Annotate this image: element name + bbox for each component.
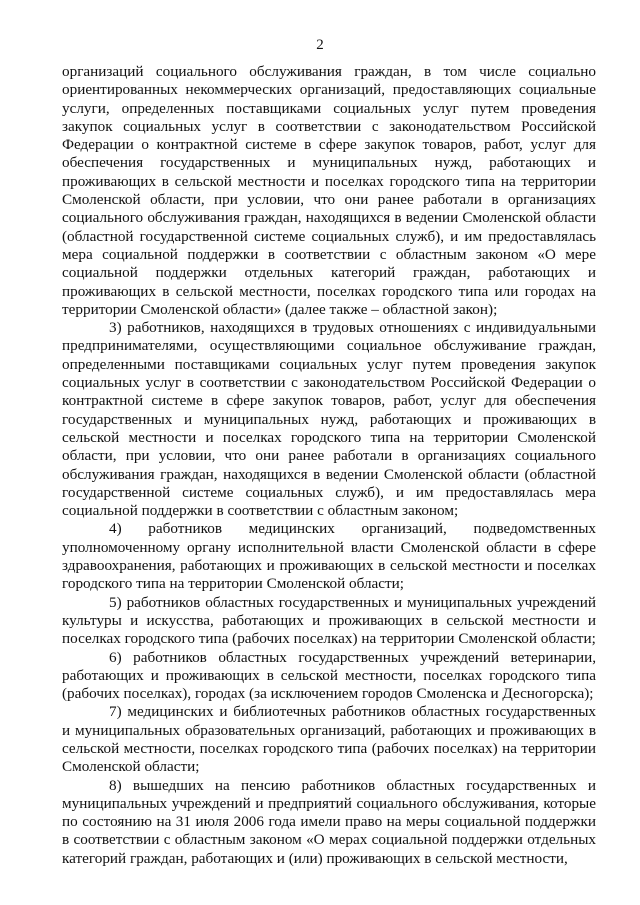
paragraph-item-7: 7) медицинских и библиотечных работников областных государственных и муниципальных образовательных организаций, работающих и проживающих в сельской местности, поселках городского типа (рабочих поселках) на территории Смоленской области; (62, 703, 596, 776)
document-body (62, 63, 596, 868)
paragraph-item-4: 4) работников медицинских организаций, подведомственных уполномоченному органу исполнительной власти Смоленской области в сфере здравоохранения, работающих и проживающих в сельской местности и поселках городского типа на территории Смоленской области; (62, 520, 596, 593)
paragraph-item-8: 8) вышедших на пенсию работников областных государственных и муниципальных учреждений и предприятий социального обслуживания, которые по состоянию на 31 июля 2006 года имели право на меры социальной поддержки в соответствии с областным законом «О мерах социальной поддержки отдельных категорий граждан, работающих и (или) проживающих в сельской местности, (62, 776, 596, 867)
page-number: 2 (316, 37, 324, 53)
paragraph-item-6: 6) работников областных государственных учреждений ветеринарии, работающих и проживающих в сельской местности, поселках городского типа (рабочих поселках), городах (за исключением городов Смоленска и Десногорска); (62, 648, 596, 703)
paragraph-item-3: 3) работников, находящихся в трудовых отношениях с индивидуальными предпринимателями, осуществляющими социальное обслуживание граждан, определенными поставщиками социальных услуг путем проведения закупок социальных услуг в соответствии с законодательством Российской Федерации о контрактной системе в сфере закупок товаров, работ, услуг для обеспечения государственных и муниципальных нужд, работающих и проживающих в сельской местности и поселках городского типа на территории Смоленской области, при условии, что они ранее работали в организациях социального обслуживания граждан, находящихся в ведении Смоленской области (областной государственной системе социальных служб), и им предоставлялась мера социальной поддержки в соответствии с областным законом; (62, 319, 596, 520)
paragraph-continuation: организаций социального обслуживания граждан, в том числе социально ориентированных некоммерческих организаций, предоставляющих социальные услуги, определенных поставщиками социальных услуг путем проведения закупок социальных услуг в соответствии с законодательством Российской Федерации о контрактной системе в сфере закупок товаров, работ, услуг для обеспечения государственных и муниципальных нужд, работающих и проживающих в сельской местности и поселках городского типа на территории Смоленской области, при условии, что они ранее работали в организациях социального обслуживания граждан, находящихся в ведении Смоленской области (областной государственной системе социальных служб), и им предоставлялась мера социальной поддержки в соответствии с областным законом «О мере социальной поддержки отдельных категорий граждан, работающих и проживающих в сельской местности, поселках городского типа или городах на территории Смоленской области» (далее также – областной закон); (62, 63, 596, 318)
paragraph-item-5: 5) работников областных государственных и муниципальных учреждений культуры и искусства, работающих и проживающих в сельской местности и поселках городского типа (рабочих поселках) на территории Смоленской области; (62, 593, 596, 648)
